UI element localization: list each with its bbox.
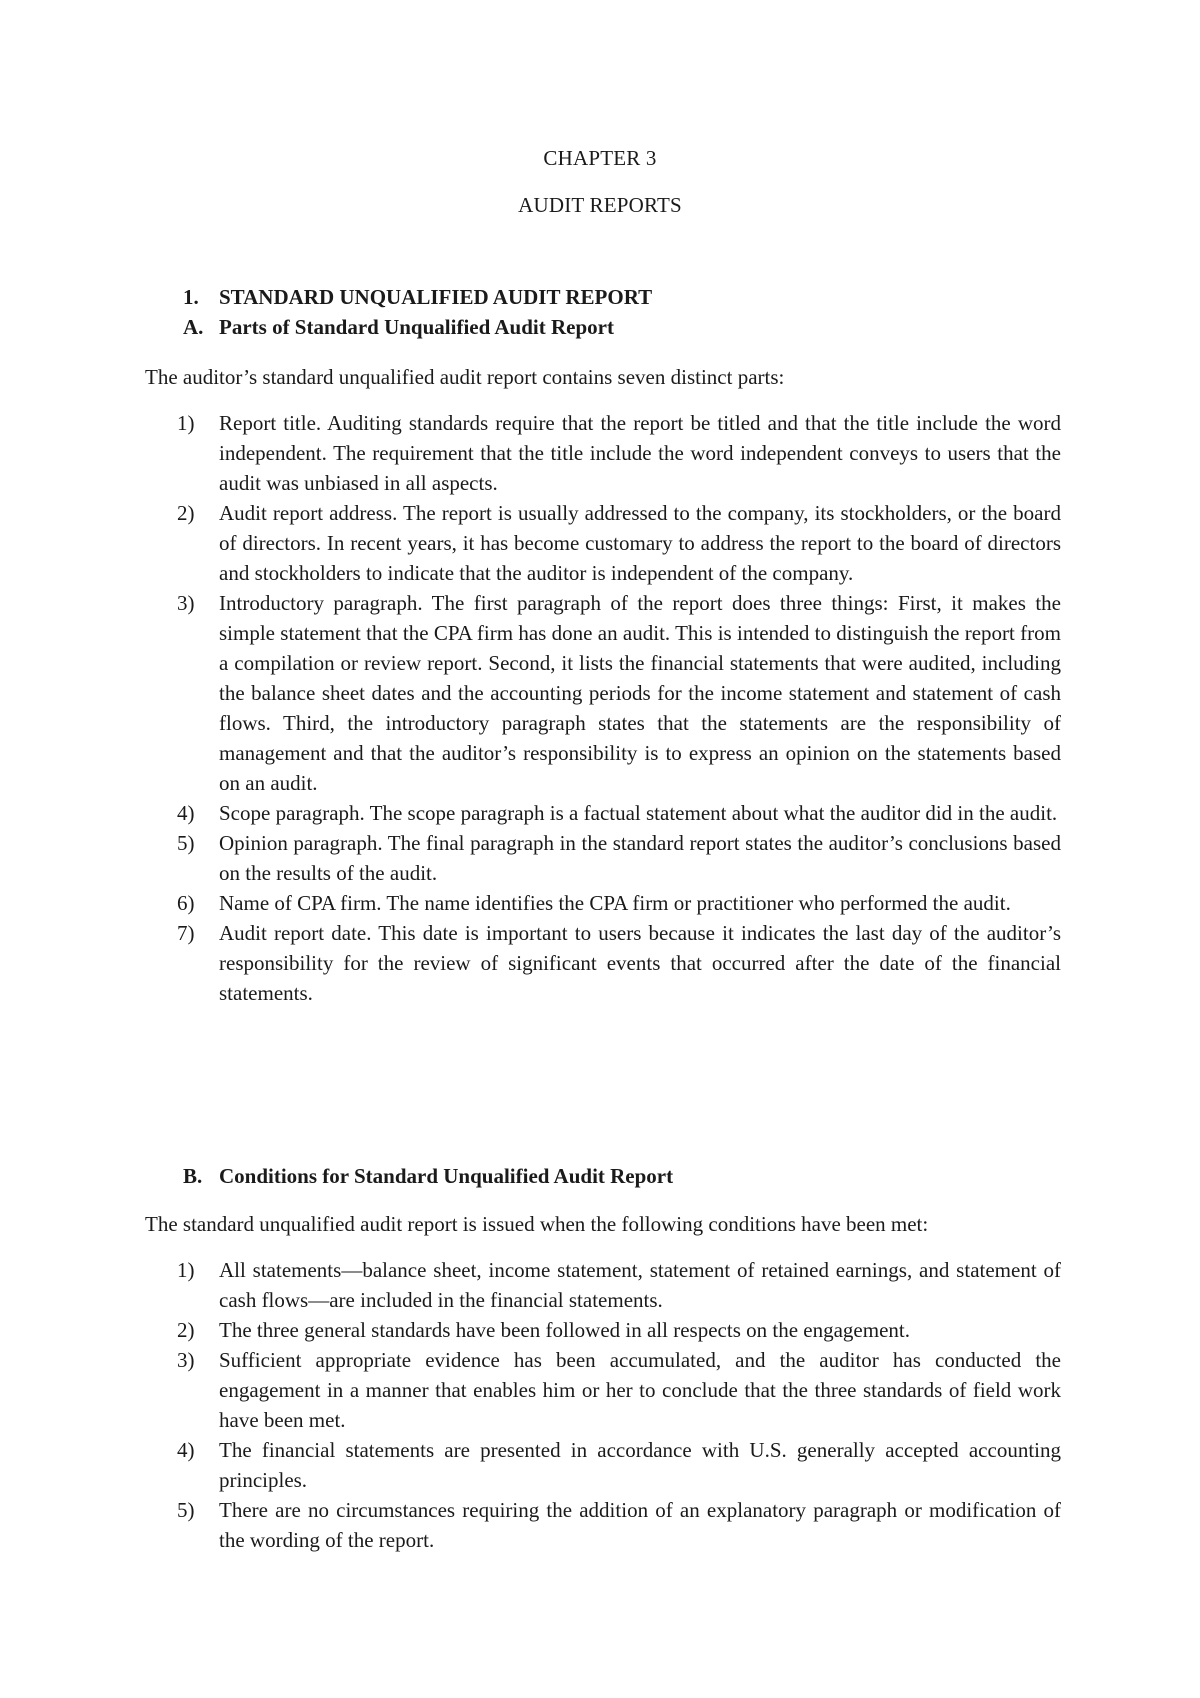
- list-item: [0, 408, 1061, 498]
- section-title: STANDARD UNQUALIFIED AUDIT REPORT: [219, 285, 653, 309]
- subsection-letter: B.: [183, 1164, 203, 1188]
- list-item: [0, 1435, 1061, 1495]
- list-marker: 5): [177, 831, 195, 855]
- list-marker: 3): [177, 1348, 195, 1372]
- chapter-title: AUDIT REPORTS: [518, 193, 682, 217]
- list-marker: 6): [177, 891, 195, 915]
- intro-paragraph-b: The standard unqualified audit report is issued when the following conditions have been met:: [145, 1212, 929, 1236]
- list-item: [0, 1495, 1061, 1555]
- subsection-title: Conditions for Standard Unqualified Audit Report: [219, 1164, 674, 1188]
- list-item-text: Report title. Auditing standards require that the report be titled and that the title include the word independent. The requirement that the title include the word independent conveys to users that the audit was unbiased in all aspects.: [219, 411, 1061, 495]
- list-item-text: Scope paragraph. The scope paragraph is a factual statement about what the auditor did in the audit.: [219, 801, 1058, 825]
- list-item: [0, 798, 1061, 828]
- list-marker: 1): [177, 1258, 195, 1282]
- section-heading-1: [183, 285, 652, 310]
- subsection-letter: A.: [183, 315, 204, 339]
- list-marker: 7): [177, 921, 195, 945]
- conditions-list: [0, 1255, 1200, 1555]
- list-item-text: Audit report address. The report is usually addressed to the company, its stockholders, or the board of directors. In recent years, it has become customary to address the report to the board of directors and stockholders to indicate that the auditor is independent of the company.: [219, 501, 1061, 585]
- list-item-text: Audit report date. This date is important to users because it indicates the last day of the auditor’s responsibility for the review of significant events that occurred after the date of the financial statements.: [219, 921, 1061, 1005]
- list-item-text: Sufficient appropriate evidence has been accumulated, and the auditor has conducted the engagement in a manner that enables him or her to conclude that the three standards of field work have been met.: [219, 1348, 1061, 1432]
- subsection-heading-b: [183, 1164, 673, 1189]
- list-marker: 5): [177, 1498, 195, 1522]
- list-item: [0, 828, 1061, 888]
- list-item: [0, 1315, 1061, 1345]
- subsection-title: Parts of Standard Unqualified Audit Report: [219, 315, 614, 339]
- list-item: [0, 588, 1061, 798]
- section-number: 1.: [183, 285, 199, 309]
- list-item: [0, 1255, 1061, 1315]
- parts-list: [0, 408, 1200, 1008]
- list-item: [0, 498, 1061, 588]
- list-marker: 2): [177, 1318, 195, 1342]
- list-item-text: Introductory paragraph. The first paragraph of the report does three things: First, it makes the simple statement that the CPA firm has done an audit. This is intended to distinguish the report from a compilation or review report. Second, it lists the financial statements that were audited, including the balance sheet dates and the accounting periods for the income statement and statement of cash flows. Third, the introductory paragraph states that the statements are the responsibility of management and that the auditor’s responsibility is to express an opinion on the statements based on an audit.: [219, 591, 1061, 795]
- list-item: [0, 888, 1061, 918]
- list-item: [0, 1345, 1061, 1435]
- list-marker: 3): [177, 591, 195, 615]
- list-marker: 4): [177, 1438, 195, 1462]
- list-marker: 2): [177, 501, 195, 525]
- list-item-text: The three general standards have been followed in all respects on the engagement.: [219, 1318, 910, 1342]
- list-item-text: The financial statements are presented in accordance with U.S. generally accepted accounting principles.: [219, 1438, 1061, 1492]
- list-marker: 1): [177, 411, 195, 435]
- list-item-text: There are no circumstances requiring the addition of an explanatory paragraph or modification of the wording of the report.: [219, 1498, 1061, 1552]
- list-item-text: Name of CPA firm. The name identifies the CPA firm or practitioner who performed the audit.: [219, 891, 1011, 915]
- list-item-text: All statements—balance sheet, income statement, statement of retained earnings, and statement of cash flows—are included in the financial statements.: [219, 1258, 1061, 1312]
- list-marker: 4): [177, 801, 195, 825]
- chapter-label: CHAPTER 3: [543, 146, 657, 170]
- subsection-heading-a: [183, 315, 614, 340]
- list-item: [0, 918, 1061, 1008]
- intro-paragraph-a: The auditor’s standard unqualified audit report contains seven distinct parts:: [145, 365, 785, 389]
- list-item-text: Opinion paragraph. The final paragraph in the standard report states the auditor’s conclusions based on the results of the audit.: [219, 831, 1061, 885]
